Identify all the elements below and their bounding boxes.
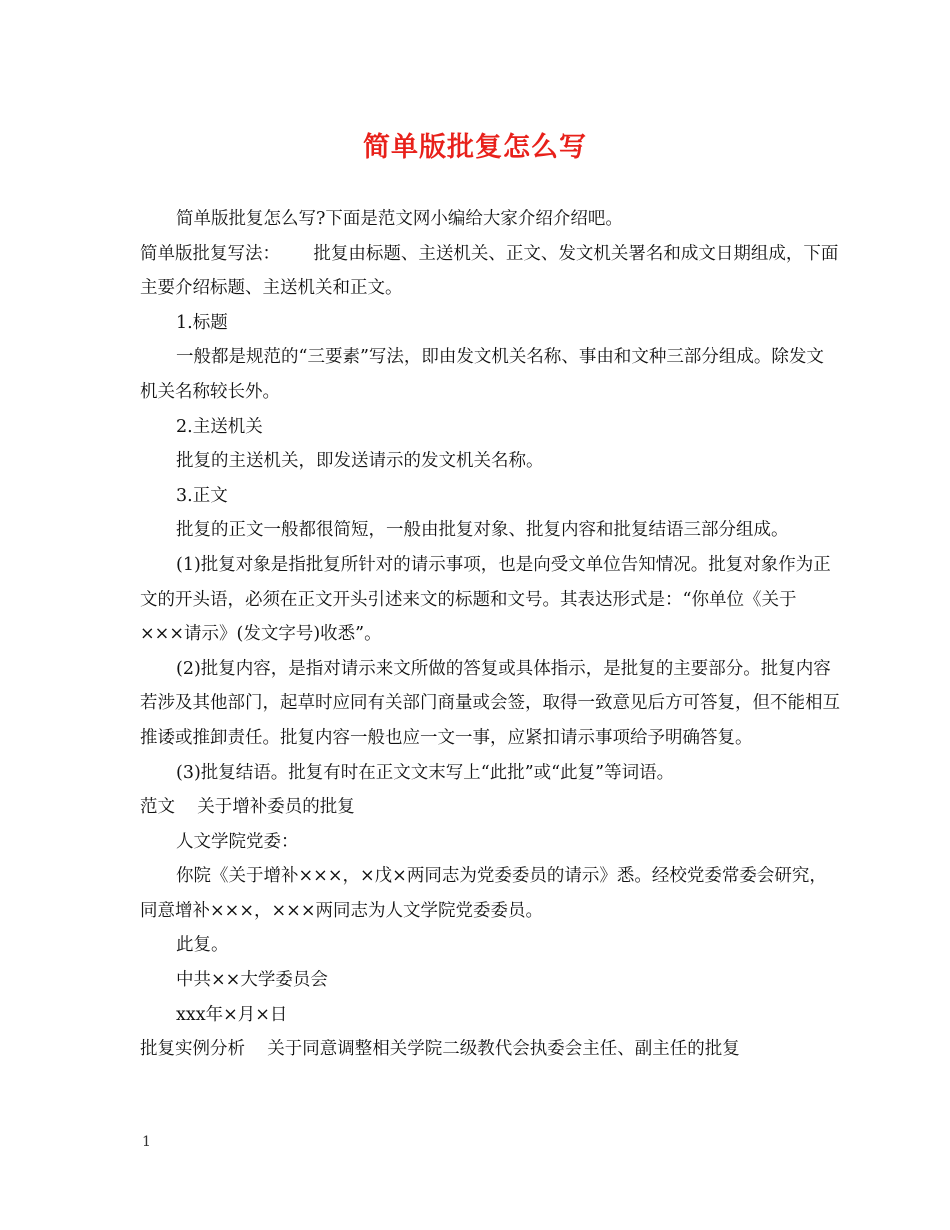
- heading-title-section: 1.标题: [176, 312, 228, 333]
- paragraph-body-desc: 批复的正文一般都很简短，一般由批复对象、批复内容和批复结语三部分组成。: [176, 520, 789, 541]
- heading-body-section: 3.正文: [176, 485, 228, 506]
- heading-recipient-section: 2.主送机关: [176, 416, 263, 437]
- page-number: 1: [142, 1134, 151, 1150]
- paragraph-method: 简单版批复写法： 批复由标题、主送机关、正文、发文机关署名和成文日期组成，下面主要介绍标题、主送机关和正文。: [140, 243, 839, 299]
- paragraph-salutation: 人文学院党委：: [176, 831, 299, 852]
- paragraph-item-3: (3)批复结语。批复有时在正文文末写上“此批”或“此复”等词语。: [176, 762, 675, 783]
- paragraph-closing: 此复。: [176, 935, 229, 956]
- paragraph-item-2: (2)批复内容，是指对请示来文所做的答复或具体指示，是批复的主要部分。批复内容若涉及其他部门，起草时应同有关部门商量或会签，取得一致意见后方可答复，但不能相互推诿或推卸责任。批复内容一般也应一文一事，应紧扣请示事项给予明确答复。: [140, 658, 840, 748]
- paragraph-sample-heading: 范文 关于增补委员的批复: [140, 797, 355, 818]
- paragraph-title-desc: 一般都是规范的“三要素”写法，即由发文机关名称、事由和文种三部分组成。除发文机关名称较长外。: [140, 347, 824, 402]
- document-body: [140, 202, 840, 1067]
- paragraph-date: xxx年×月×日: [176, 1004, 288, 1025]
- paragraph-recipient-desc: 批复的主送机关，即发送请示的发文机关名称。: [176, 451, 544, 472]
- paragraph-signature: 中共××大学委员会: [176, 970, 328, 991]
- paragraph-analysis-heading: 批复实例分析 关于同意调整相关学院二级教代会执委会主任、副主任的批复: [140, 1039, 740, 1060]
- document-title: 简单版批复怎么写: [363, 132, 587, 163]
- paragraph-intro: 简单版批复怎么写?下面是范文网小编给大家介绍介绍吧。: [176, 209, 623, 229]
- paragraph-sample-body: 你院《关于增补×××，×戊×两同志为党委委员的请示》悉。经校党委常委会研究，同意增补×××，×××两同志为人文学院党委委员。: [140, 866, 827, 921]
- paragraph-item-1: (1)批复对象是指批复所针对的请示事项，也是向受文单位告知情况。批复对象作为正文的开头语，必须在正文开头引述来文的标题和文号。其表达形式是：“你单位《关于×××请示》(发文字号)收悉”。: [140, 554, 831, 645]
